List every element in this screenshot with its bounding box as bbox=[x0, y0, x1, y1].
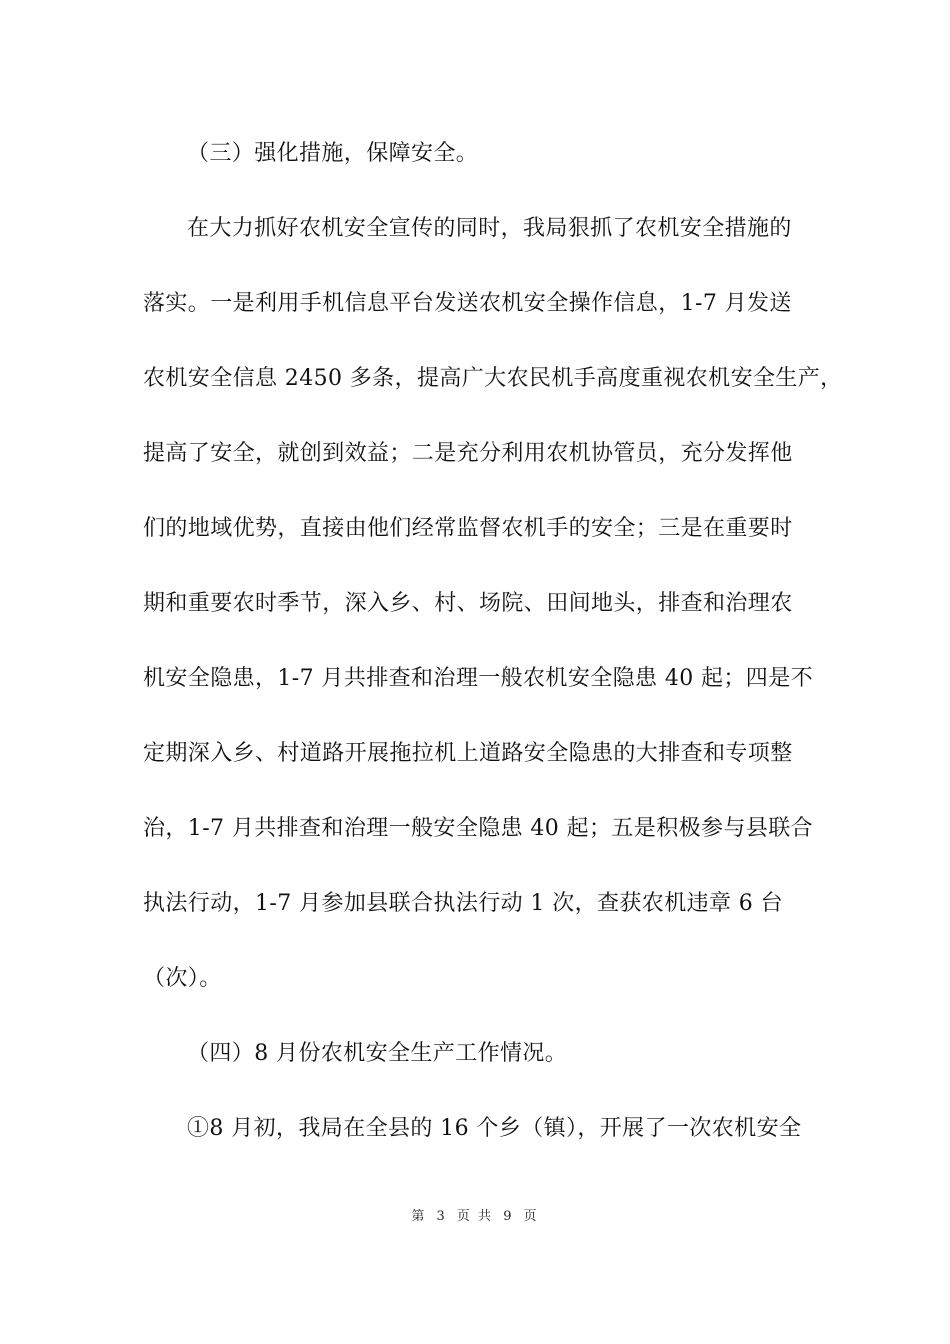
page-footer bbox=[0, 1208, 950, 1226]
paragraph-line: 治，1-7 月共排查和治理一般安全隐患 40 起；五是积极参与县联合 bbox=[143, 816, 814, 841]
footer-prefix: 第 bbox=[411, 1209, 427, 1224]
current-page-number: 3 bbox=[436, 1209, 447, 1224]
paragraph-line: ①8 月初，我局在全县的 16 个乡（镇），开展了一次农机安全 bbox=[187, 1116, 802, 1141]
section-heading-three: （三）强化措施，保障安全。 bbox=[187, 141, 479, 166]
paragraph-line: 机安全隐患，1-7 月共排查和治理一般农机安全隐患 40 起；四是不 bbox=[143, 666, 814, 691]
paragraph-line: 农机安全信息 2450 多条，提高广大农民机手高度重视农机安全生产， bbox=[143, 366, 843, 391]
paragraph-line: 们的地域优势，直接由他们经常监督农机手的安全；三是在重要时 bbox=[143, 516, 793, 541]
paragraph-line: 定期深入乡、村道路开展拖拉机上道路安全隐患的大排查和专项整 bbox=[143, 741, 793, 766]
paragraph-line: 落实。一是利用手机信息平台发送农机安全操作信息，1-7 月发送 bbox=[143, 291, 792, 316]
footer-suffix: 页 bbox=[523, 1209, 539, 1224]
paragraph-line: 执法行动，1-7 月参加县联合执法行动 1 次，查获农机违章 6 台 bbox=[143, 891, 783, 916]
footer-middle: 页 共 bbox=[456, 1209, 494, 1224]
paragraph-line: 提高了安全，就创到效益；二是充分利用农机协管员，充分发挥他 bbox=[143, 441, 793, 466]
section-heading-four: （四）8 月份农机安全生产工作情况。 bbox=[187, 1041, 568, 1066]
paragraph-line: 期和重要农时季节，深入乡、村、场院、田间地头，排查和治理农 bbox=[143, 591, 793, 616]
paragraph-line: 在大力抓好农机安全宣传的同时，我局狠抓了农机安全措施的 bbox=[187, 216, 792, 241]
paragraph-line: （次）。 bbox=[143, 966, 222, 991]
total-page-count: 9 bbox=[503, 1209, 514, 1224]
